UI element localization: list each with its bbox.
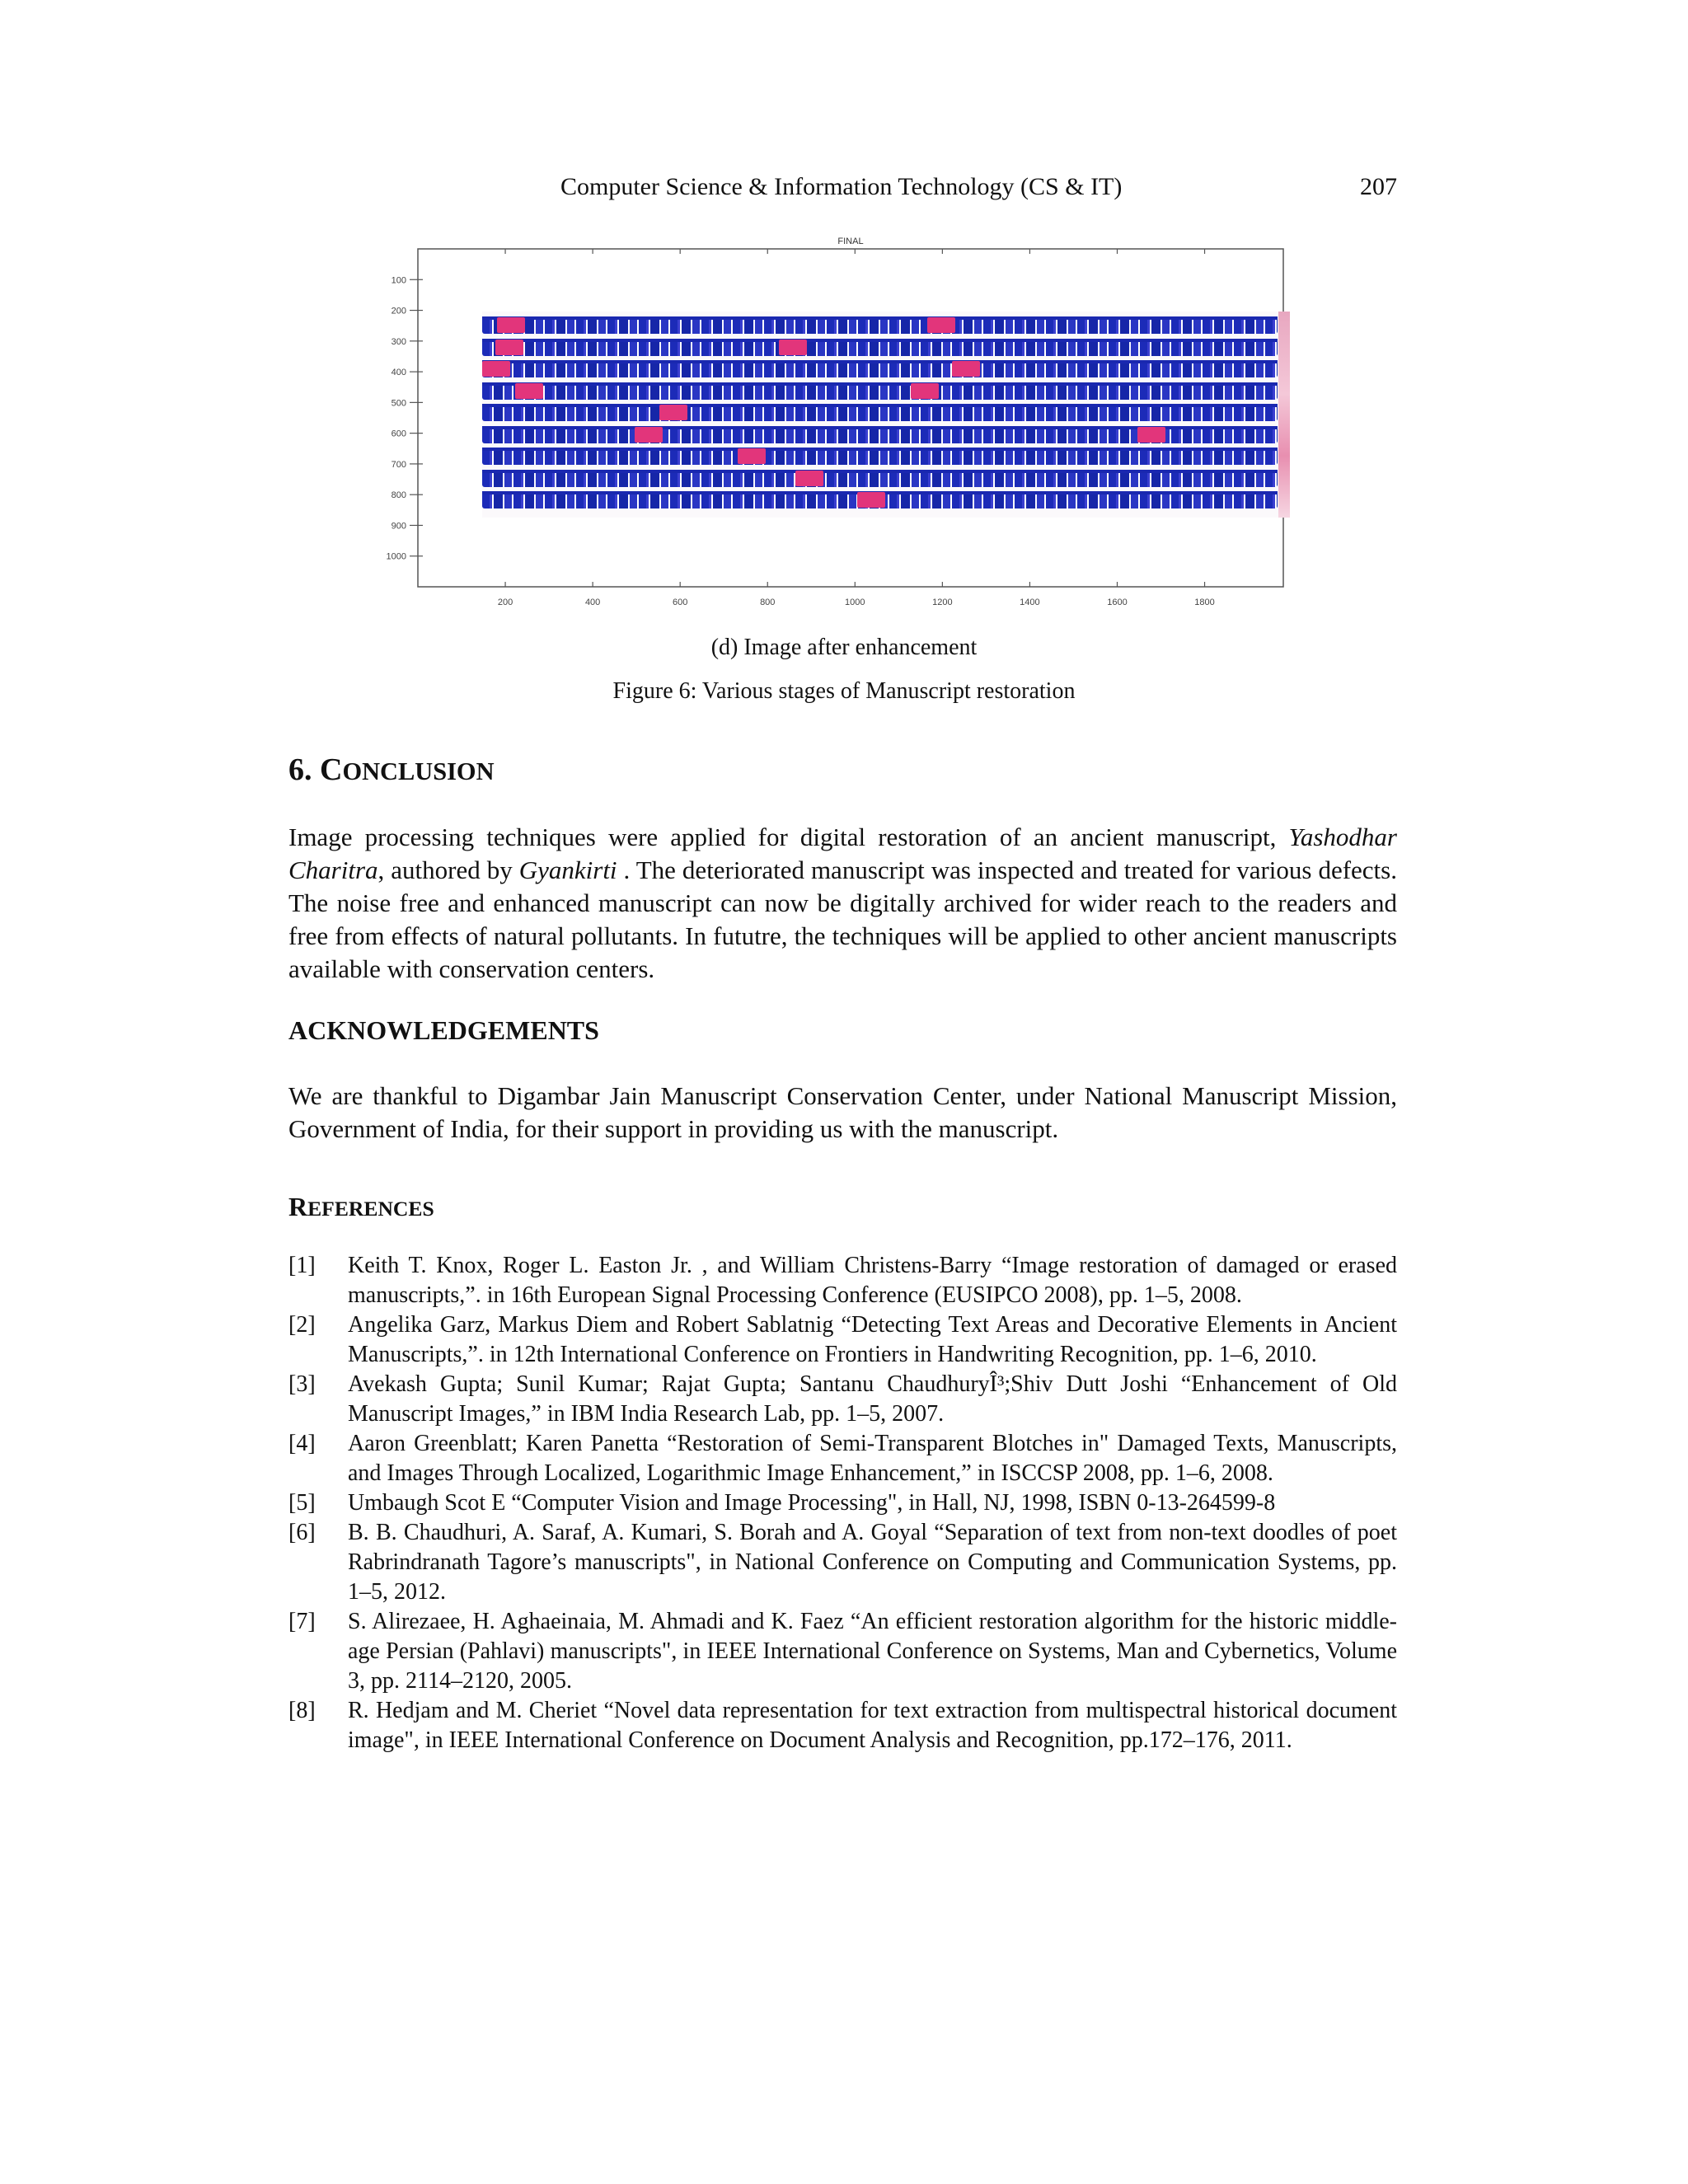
reference-item (288, 1251, 1397, 1310)
manuscript-author: Gyankirti (518, 855, 617, 884)
references-list (288, 1251, 1397, 1755)
reference-item (288, 1696, 1397, 1755)
x-tick-label: 800 (760, 598, 776, 607)
conclusion-heading (288, 752, 495, 788)
references-heading-rest: EFERENCES (307, 1197, 434, 1221)
y-tick-label: 700 (391, 459, 406, 470)
page-number: 207 (1360, 173, 1397, 200)
reference-text: S. Alirezaee, H. Aghaeinaia, M. Ahmadi and K. Faez “An efficient restoration algorithm for the historic middle-age Persian (Pahlavi) manuscripts", in IEEE International Conference on Systems, Man and Cybernetics, Volume 3, pp. 2114–2120, 2005. (348, 1609, 1397, 1694)
manuscript-text-line (482, 360, 1278, 377)
x-tick-label: 1800 (1194, 598, 1215, 607)
figure-subcaption: (d) Image after enhancement (710, 635, 978, 660)
y-tick-label: 100 (391, 275, 406, 286)
y-tick-label: 400 (391, 368, 406, 378)
conclusion-number: 6. (288, 752, 320, 787)
x-tick-label: 400 (584, 598, 601, 607)
reference-number: [8] (288, 1698, 316, 1723)
manuscript-red-marker (482, 361, 510, 377)
reference-text: Keith T. Knox, Roger L. Easton Jr. , and William Christens-Barry “Image restoration of damaged or erased manuscripts,”. in 16th European Signal Processing Conference (EUSIPCO 2008), pp. 1–5, 2008. (348, 1253, 1397, 1308)
manuscript-red-marker (635, 427, 663, 443)
manuscript-edge (1278, 312, 1290, 518)
y-tick-label: 500 (391, 398, 406, 409)
reference-text: Aaron Greenblatt; Karen Panetta “Restoration of Semi-Transparent Blotches in" Damaged Texts, Manuscripts, and Images Through Localized, Logarithmic Image Enhancement,” in ISCCSP 2008, pp. 1–6, 2008. (348, 1431, 1397, 1486)
conclusion-text-1: Image processing techniques were applied for digital restoration of an ancient manuscript, (288, 823, 1289, 851)
manuscript-red-marker (659, 405, 687, 420)
x-tick-label: 1600 (1107, 598, 1128, 607)
reference-number: [4] (288, 1431, 316, 1456)
manuscript-text-line (482, 339, 1278, 356)
manuscript-text-line (482, 448, 1278, 465)
running-header (288, 173, 1397, 209)
manuscript-red-marker (738, 448, 766, 464)
reference-number: [1] (288, 1253, 316, 1278)
reference-number: [3] (288, 1371, 316, 1397)
x-tick-label: 600 (673, 598, 688, 607)
manuscript-red-marker (927, 317, 955, 333)
y-tick-label: 800 (391, 490, 406, 501)
y-tick-label: 600 (391, 429, 406, 439)
manuscript-text-line (482, 404, 1278, 421)
manuscript-red-marker (857, 492, 885, 508)
reference-text: Umbaugh Scot E “Computer Vision and Image Processing", in Hall, NJ, 1998, ISBN 0-13-264599-8 (348, 1490, 1276, 1516)
manuscript-red-marker (952, 361, 980, 377)
x-tick-label: 1000 (845, 598, 865, 607)
manuscript-title: Yashodhar Charitra (288, 823, 1397, 884)
manuscript-red-marker (911, 383, 939, 399)
running-title: Computer Science & Information Technology (CS & IT) (560, 173, 1123, 200)
reference-item (288, 1429, 1397, 1488)
y-tick-label: 300 (391, 336, 406, 347)
y-tick-label: 1000 (386, 551, 406, 562)
references-heading-initial: R (288, 1192, 308, 1221)
reference-item (288, 1370, 1397, 1429)
reference-item (288, 1488, 1397, 1518)
x-tick-label: 1200 (932, 598, 953, 607)
reference-text: B. B. Chaudhuri, A. Saraf, A. Kumari, S. Borah and A. Goyal “Separation of text from non-text doodles of poet Rabrindranath Tagore’s manuscripts", in National Conference on Computing and Communication Systems, pp. 1–5, 2012. (348, 1520, 1397, 1605)
plot-title: FINAL (837, 237, 864, 246)
conclusion-heading-initial: C (320, 752, 343, 787)
references-heading (288, 1192, 434, 1222)
conclusion-text-2: , authored by (377, 855, 519, 884)
acknowledgements-paragraph: We are thankful to Digambar Jain Manuscript Conservation Center, under National Manuscript Mission, Government of India, for their support in providing us with the manuscript. (288, 1081, 1397, 1143)
manuscript-red-marker (495, 340, 523, 355)
conclusion-paragraph (288, 821, 1397, 986)
acknowledgements-heading: ACKNOWLEDGEMENTS (288, 1015, 599, 1045)
reference-number: [7] (288, 1609, 316, 1634)
x-tick-label: 200 (497, 598, 513, 607)
reference-text: R. Hedjam and M. Cheriet “Novel data representation for text extraction from multispectral historical document image", in IEEE International Conference on Document Analysis and Recognition, pp.172–176, 2011. (348, 1698, 1397, 1753)
manuscript-red-marker (795, 471, 823, 486)
manuscript-red-marker (1137, 427, 1165, 443)
reference-item (288, 1607, 1397, 1696)
manuscript-image (482, 312, 1290, 518)
manuscript-red-marker (497, 317, 525, 333)
conclusion-heading-rest: ONCLUSION (342, 757, 495, 785)
conclusion-text-3: . The deteriorated manuscript was inspected and treated for various defects. The noise free and enhanced manuscript can now be digitally archived for wider reach to the readers and free from effects of natural pollutants. In fututre, the techniques will be applied to other ancient manuscripts available with conservation centers. (288, 855, 1397, 983)
reference-number: [2] (288, 1312, 316, 1338)
figure-caption: Figure 6: Various stages of Manuscript restoration (612, 678, 1076, 704)
y-tick-label: 900 (391, 521, 406, 532)
reference-number: [5] (288, 1490, 316, 1516)
y-tick-label: 200 (391, 306, 406, 316)
manuscript-text-line (482, 470, 1278, 487)
manuscript-text-line (482, 316, 1278, 334)
x-tick-label: 1400 (1020, 598, 1040, 607)
reference-text: Angelika Garz, Markus Diem and Robert Sablatnig “Detecting Text Areas and Decorative Elements in Ancient Manuscripts,”. in 12th International Conference on Frontiers in Handwriting Recognition, pp. 1–6, 2010. (348, 1312, 1397, 1367)
reference-item (288, 1518, 1397, 1607)
reference-text: Avekash Gupta; Sunil Kumar; Rajat Gupta; Santanu ChaudhuryÎ³;Shiv Dutt Joshi “Enhancement of Old Manuscript Images,” in IBM India Research Lab, pp. 1–5, 2007. (348, 1371, 1397, 1427)
reference-item (288, 1310, 1397, 1370)
manuscript-red-marker (779, 340, 807, 355)
manuscript-text-line (482, 382, 1278, 400)
reference-number: [6] (288, 1520, 316, 1545)
manuscript-red-marker (515, 383, 543, 399)
